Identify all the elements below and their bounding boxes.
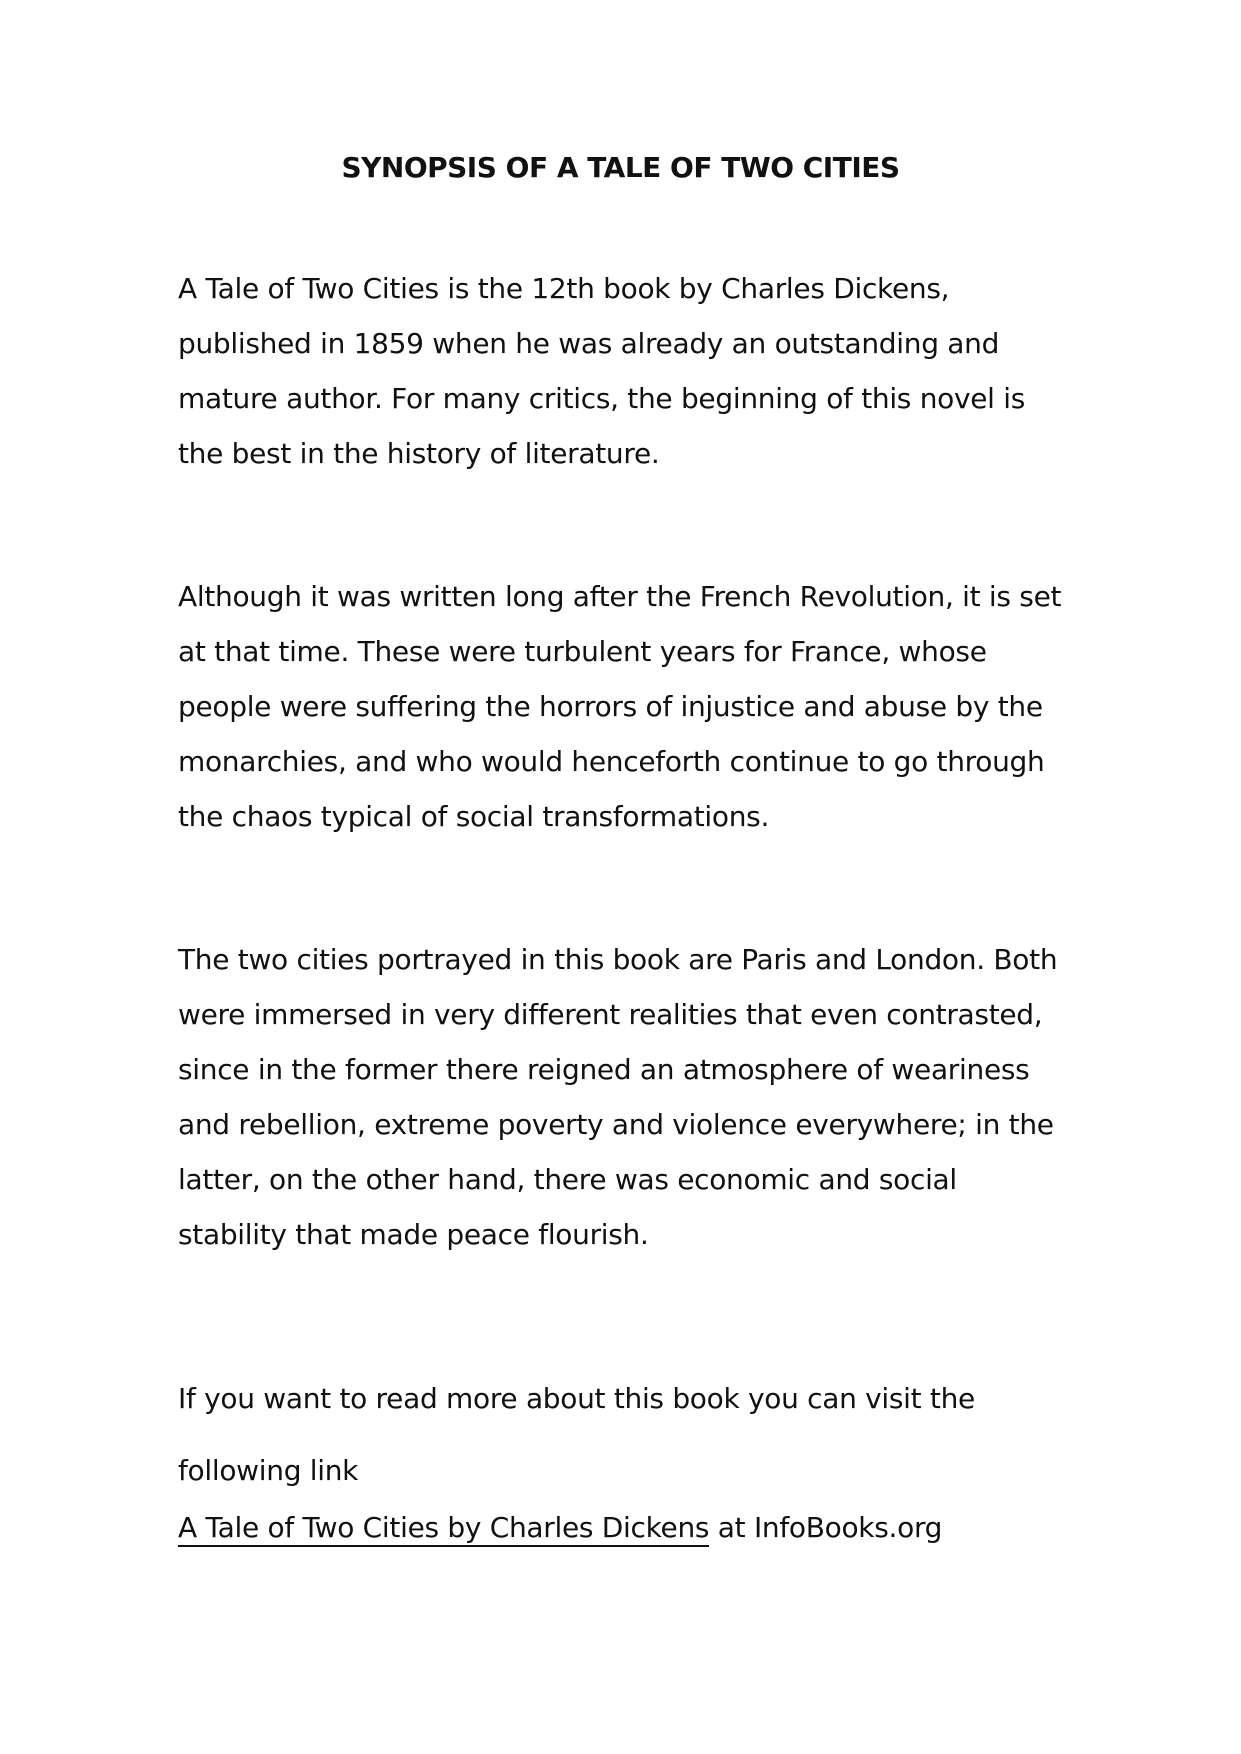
text-line: since in the former there reigned an atmosphere of weariness bbox=[178, 1053, 1030, 1086]
text-line: people were suffering the horrors of injustice and abuse by the bbox=[178, 690, 1043, 723]
link-suffix: at InfoBooks.org bbox=[709, 1511, 943, 1544]
text-line: mature author. For many critics, the beginning of this novel is bbox=[178, 382, 1026, 415]
text-line: published in 1859 when he was already an outstanding and bbox=[178, 327, 1000, 360]
text-line: The two cities portrayed in this book are Paris and London. Both bbox=[178, 943, 1058, 976]
book-link[interactable]: A Tale of Two Cities by Charles Dickens bbox=[178, 1511, 709, 1547]
text-line: the best in the history of literature. bbox=[178, 437, 660, 470]
text-line: stability that made peace flourish. bbox=[178, 1218, 649, 1251]
text-line: were immersed in very different realities that even contrasted, bbox=[178, 998, 1043, 1031]
text-line: the chaos typical of social transformations. bbox=[178, 800, 770, 833]
text-line: at that time. These were turbulent years for France, whose bbox=[178, 635, 987, 668]
paragraph-intro bbox=[178, 261, 1078, 481]
document-title: SYNOPSIS OF A TALE OF TWO CITIES bbox=[341, 151, 900, 184]
link-line bbox=[178, 1506, 942, 1550]
paragraph-read-more bbox=[178, 1363, 1078, 1507]
paragraph-cities bbox=[178, 932, 1078, 1262]
text-line: A Tale of Two Cities is the 12th book by Charles Dickens, bbox=[178, 272, 950, 305]
text-line: Although it was written long after the French Revolution, it is set bbox=[178, 580, 1062, 613]
text-line: If you want to read more about this book you can visit the bbox=[178, 1382, 975, 1415]
paragraph-setting bbox=[178, 569, 1078, 844]
text-line: and rebellion, extreme poverty and violence everywhere; in the bbox=[178, 1108, 1054, 1141]
text-line: following link bbox=[178, 1454, 359, 1487]
text-line: monarchies, and who would henceforth continue to go through bbox=[178, 745, 1045, 778]
text-line: latter, on the other hand, there was economic and social bbox=[178, 1163, 957, 1196]
